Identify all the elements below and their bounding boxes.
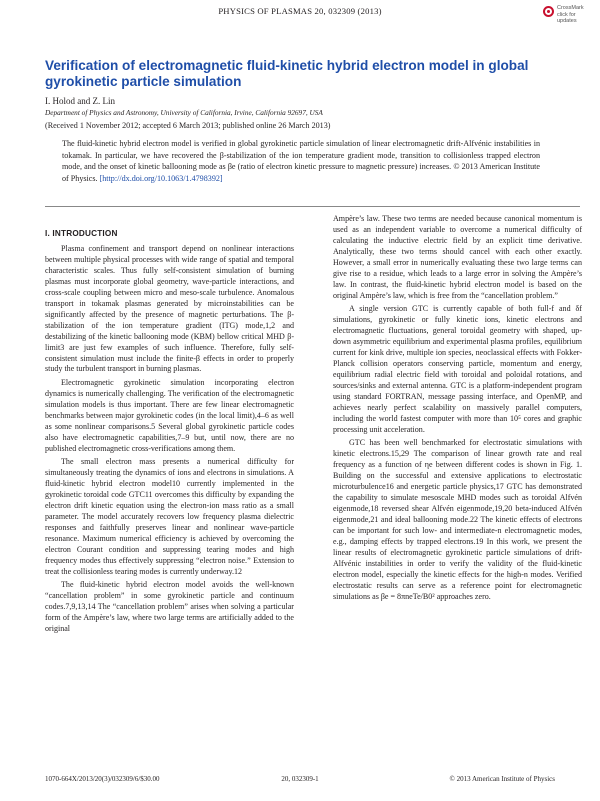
crossmark-icon [543,6,554,17]
crossmark-logo[interactable] [543,4,583,36]
footer-copyright: © 2013 American Institute of Physics [449,775,555,783]
section-heading: I. INTRODUCTION [45,229,118,238]
publication-dates: (Received 1 November 2012; accepted 6 March 2013; published online 26 March 2013) [45,121,331,130]
logo-text-2: click for updates [557,11,577,24]
abstract-text: The fluid-kinetic hybrid electron model is verified in global gyrokinetic particle simulation of linear electromagnetic drift-Alfvénic instabilities in tokamak. In particular, we have recovered the β-stabilization of the ion temperature gradient mode, transition to collisionless trapped electron mode, and the onset of kinetic ballooning mode as βe (ratio of electron kinetic pressure to magnetic pressure) increases. © 2013 American Institute of Physics. [62,139,540,183]
paragraph: The fluid-kinetic hybrid electron model avoids the well-known “cancellation problem” in some gyrokinetic particle and continuum codes.7,9,13,14 The “cancellation problem” arises when solving a particular form of the Ampère’s law, where two large terms are artificially added to the original [45,580,294,634]
paragraph: A single version GTC is currently capable of both full-f and δf simulations, gyrokinetic or fully kinetic ions, kinetic electrons and electromagnetic fluctuations, general toroidal geometry with shaped, up-down asymmetric equilibrium and experimental plasma profiles, equilibrium current for kink drive, multiple ion species, neoclassical effects with Fokker-Planck collision operators conserving particle, momentum and energy, equilibrium radial electric field with toroidal and poloidal rotations, and sources/sinks and external antenna. GTC is a platform-independent program using standard FORTRAN, message passing interface, and OpenMP, and achieves nearly perfect scalability on massively parallel computers, including the world fastest computer with more than 10⁵ cores and graphic processing unit acceleration. [333,304,582,434]
left-column [45,244,294,635]
footer-issn: 1070-664X/2013/20(3)/032309/6/$30.00 [45,775,160,783]
abstract [62,138,540,184]
logo-text-1: CrossMark [557,5,584,11]
paragraph: GTC has been well benchmarked for electrostatic simulations with kinetic electrons.15,29 The comparison of linear growth rate and real frequency as a function of ηe between different codes is shown in Fig. 1. Building on the successful and extensive applications to electrostatic microturbulence16 and energetic particle physics,17 GTC has demonstrated the capability to simulate mesoscale MHD modes such as toroidal Alfvén eigenmode,18 reversed shear Alfvén eigenmode,19,20 beta-induced Alfvén eigenmode,21 and ideal ballooning mode.22 The kinetic effects of electrons can be important for such low- and intermediate-n electromagnetic modes, e.g., damping effects by trapped electrons.19 In this work, we present the linear results of electromagnetic gyrokinetic particle simulations of drift-Alfvénic instabilities in order to verify the validity of the fluid-kinetic electron model, especially the kinetic effects for the high-n modes. Verified electrostatic results can serve as a reference point for electromagnetic simulations as βe = 8πneTe/B0² approaches zero. [333,438,582,601]
journal-header: PHYSICS OF PLASMAS 20, 032309 (2013) [218,6,382,16]
authors: I. Holod and Z. Lin [45,96,115,106]
article-title: Verification of electromagnetic fluid-kinetic hybrid electron model in global gyrokinetic particle simulation [45,58,529,89]
doi-link[interactable]: [http://dx.doi.org/10.1063/1.4798392] [99,173,223,183]
footer-page: 20, 032309-1 [281,775,319,783]
paragraph: Ampère’s law. These two terms are needed because canonical momentum is used as an independent variable to overcome a numerical difficulty of calculating the inductive electric field by an explicit time derivative. Analytically, these two terms should cancel with each other exactly. However, a small error in numerically evaluating these two large terms can give rise to a residue, which leads to a large error in solving the Ampère’s law. In contrast, the fluid-kinetic hybrid electron model is based on the original Ampère’s law, which is free from the “cancellation problem.” [333,214,582,300]
paragraph: Plasma confinement and transport depend on nonlinear interactions between multiple physical processes with wide range of spatial and temporal characteristic scales. Thus fully self-consistent simulation of burning plasmas must incorporate global geometry, wave-particle interactions, and cross-scale coupling between micro and meso-scale turbulence. Anomalous transport in tokamak plasmas generated by microinstabilities can be significantly affected by the presence of magnetic perturbations. The β-stabilization of the ion temperature gradient (ITG) mode,1,2 and destabilizing of the kinetic ballooning mode (KBM) bellow critical MHD β-limit3 are just few examples of such influence. Therefore, fully self-consistent simulation must include the finite-β effects in order to properly study the turbulent transport in burning plasmas. [45,244,294,374]
paragraph: The small electron mass presents a numerical difficulty for simultaneously treating the dynamics of ions and electrons in simulations. A fluid-kinetic hybrid electron model10 currently implemented in the gyrokinetic toroidal code GTC11 overcomes this difficulty by expanding the electron drift kinetic equation using the electron-ion mass ratio as a small parameter. The model accurately recovers low frequency plasma dielectric responses and faithfully preserves linear and nonlinear wave-particle resonance. Maximum numerical efficiency is achieved by overcoming the electron Courant condition and suppressing tearing modes and high frequency modes thus effectively suppressing “electron noise.” Extension to treat the collisionless tearing modes is currently underway.12 [45,457,294,576]
right-column [333,214,582,603]
divider [45,206,580,207]
affiliation: Department of Physics and Astronomy, University of California, Irvine, California 92697, USA [45,108,323,117]
paragraph: Electromagnetic gyrokinetic simulation incorporating electron dynamics is numerically challenging. The verification of the electromagnetic simulation models is thus important. There are few linear electromagnetic benchmarks between major gyrokinetic codes (in the local limit),4–6 as well as some nonlinear comparisons.5 Several global gyrokinetic particle codes also have electromagnetic capabilities,7–9 but, until now, there are no published electromagnetic cross-verifications among them. [45,378,294,453]
